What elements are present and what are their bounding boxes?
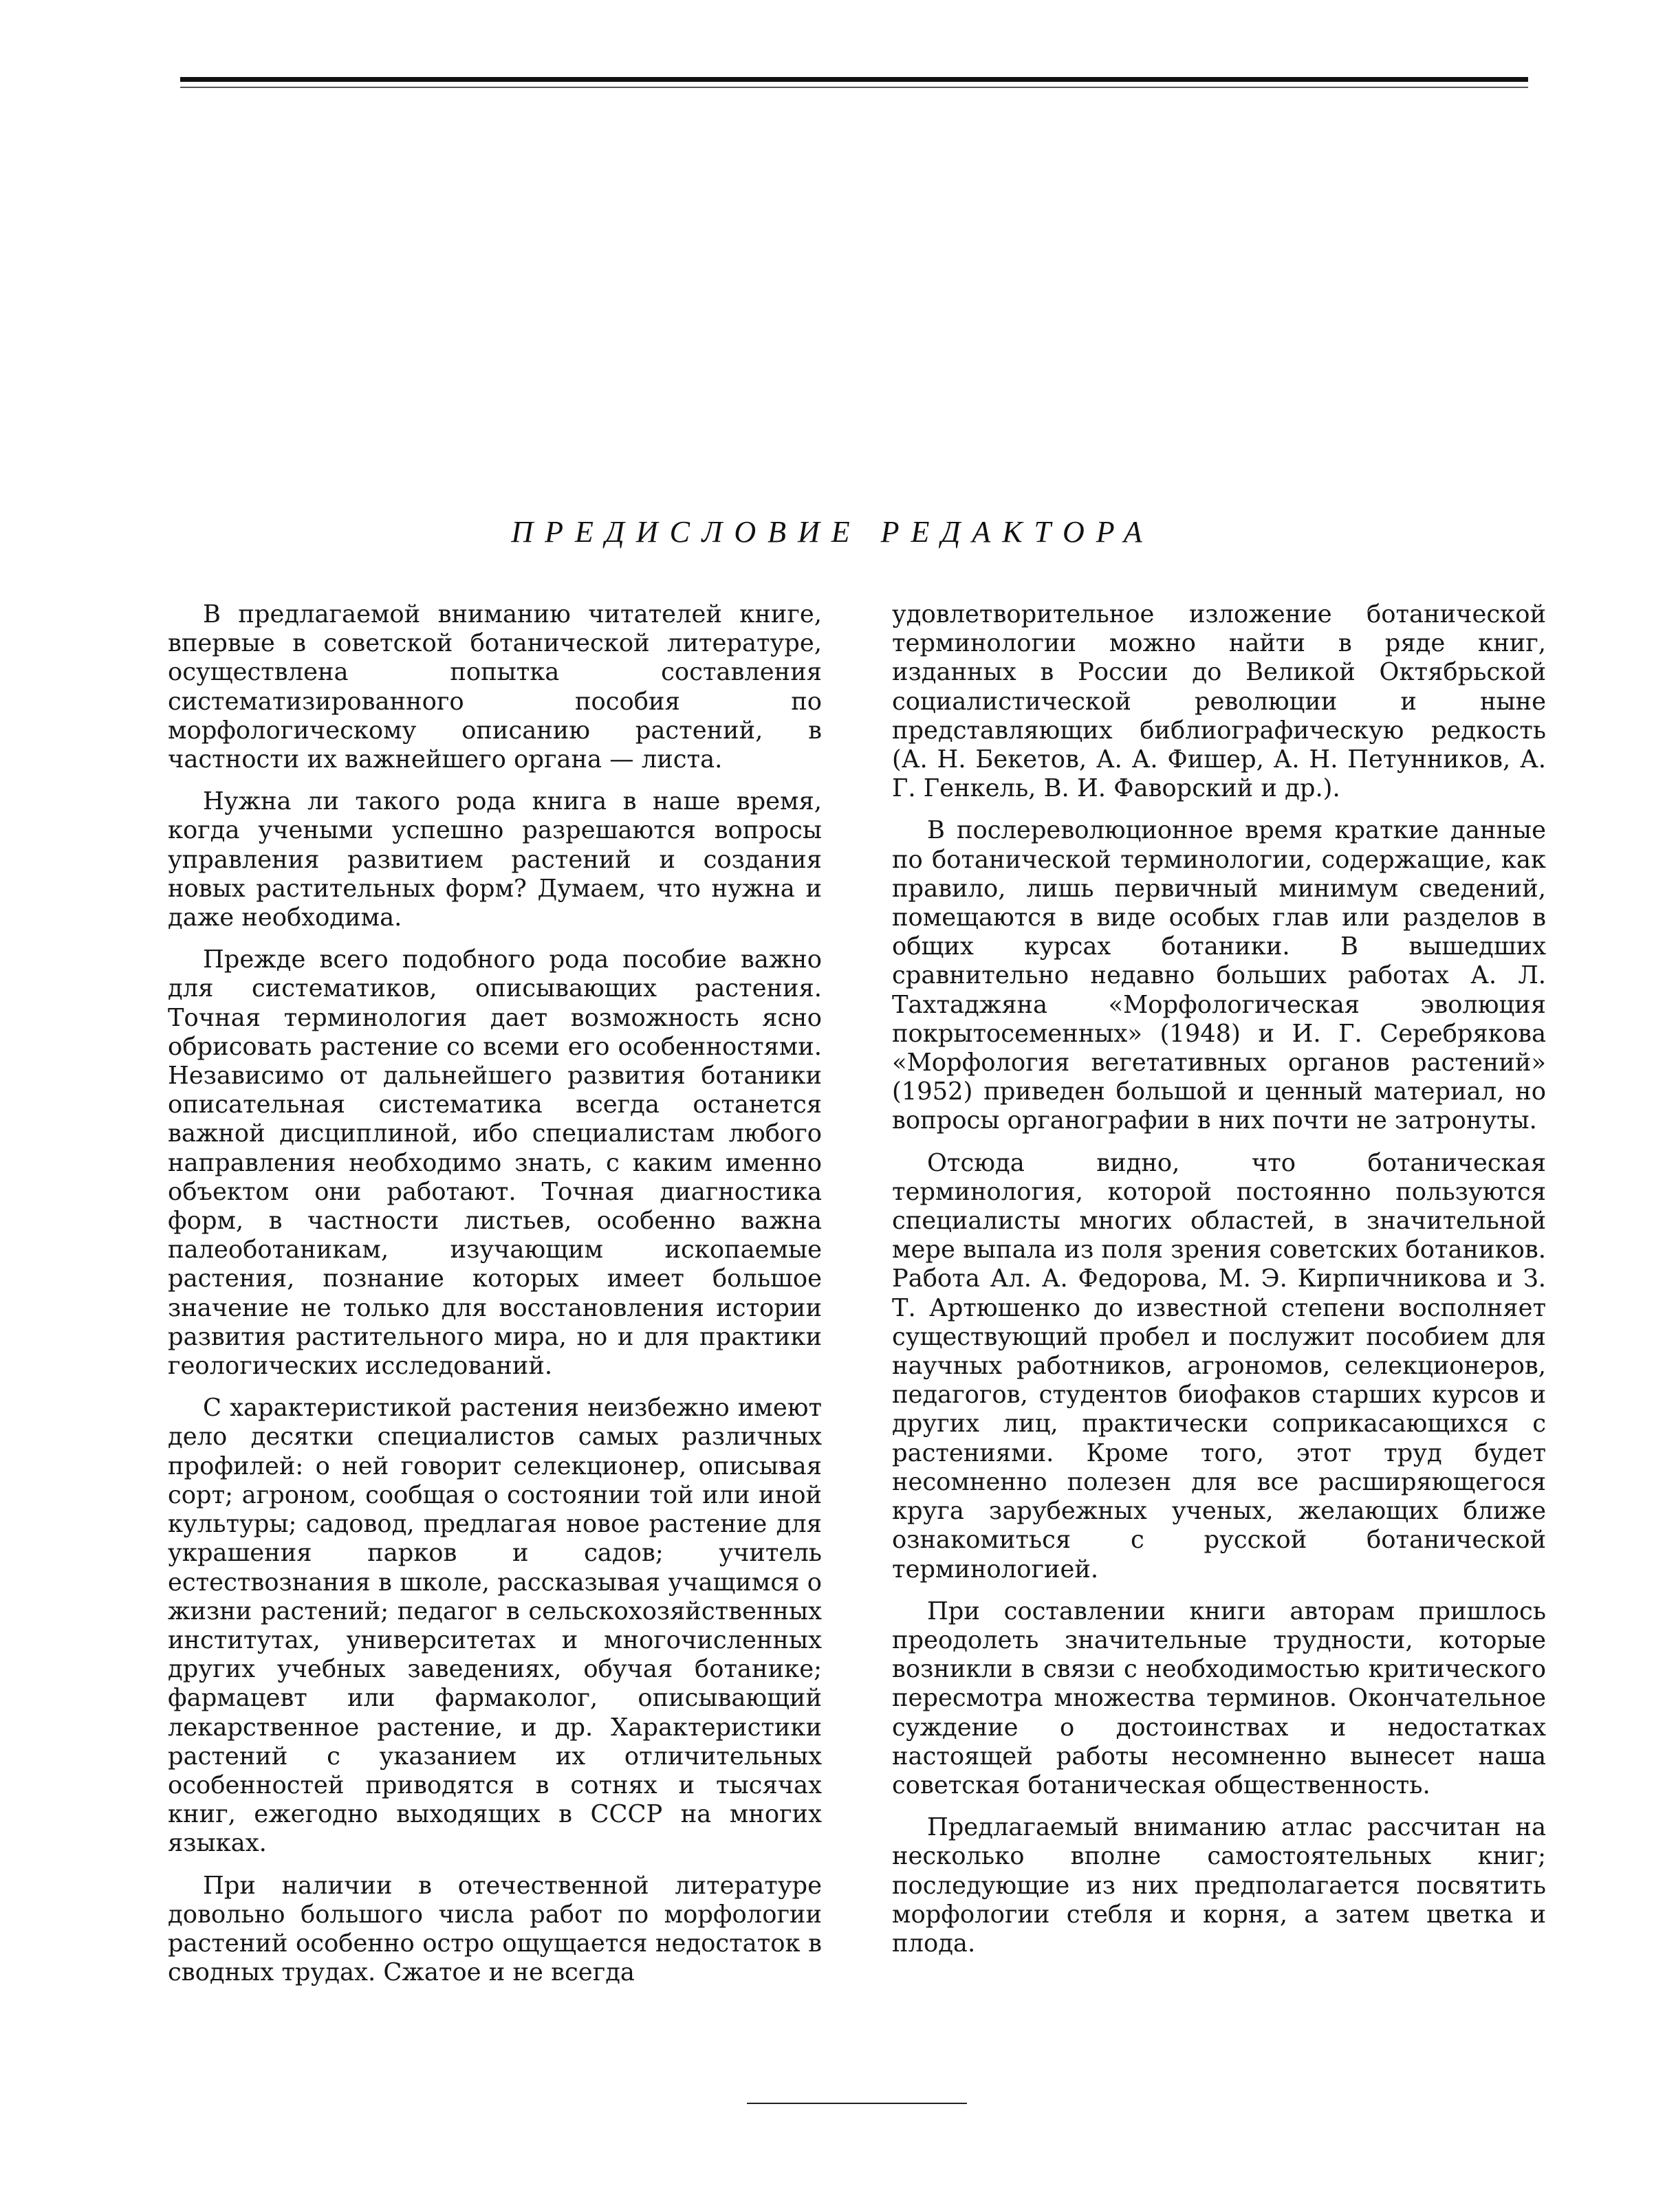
bottom-rule: [747, 2103, 967, 2104]
paragraph: Предлагаемый вниманию атлас рассчитан на несколько вполне самостоятельных книг; последующие из них предполагается посвятить морфологии стебля и корня, а затем цветка и плода.: [892, 1813, 1546, 1958]
paragraph: Нужна ли такого рода книга в наше время, когда учеными успешно разрешаются вопросы управления развитием растений и создания новых растительных форм? Думаем, что нужна и даже необходима.: [168, 787, 822, 932]
paragraph: В предлагаемой вниманию читателей книге, впервые в советской ботанической литературе, осуществлена попытка составления систематизированного пособия по морфологическому описанию растений, в частности их важнейшего органа — листа.: [168, 600, 822, 774]
left-column: [168, 600, 822, 2000]
paragraph: Прежде всего подобного рода пособие важно для систематиков, описывающих растения. Точная терминология дает возможность ясно обрисовать растение со всеми его особенностями. Независимо от дальнейшего развития ботаники описательная систематика всегда останется важной дисциплиной, ибо специалистам любого направления необходимо знать, с каким именно объектом они работают. Точная диагностика форм, в частности листьев, особенно важна палеоботаникам, изучающим ископаемые растения, познание которых имеет большое значение не только для восстановления истории развития растительного мира, но и для практики геологических исследований.: [168, 945, 822, 1381]
right-column: [892, 600, 1546, 1971]
paragraph: С характеристикой растения неизбежно имеют дело десятки специалистов самых различных профилей: о ней говорит селекционер, описывая сорт; агроном, сообщая о состоянии той или иной культуры; садовод, предлагая новое растение для украшения парков и садов; учитель естествознания в школе, рассказывая учащимся о жизни растений; педагог в сельскохозяйственных институтах, университетах и многочисленных других учебных заведениях, обучая ботанике; фармацевт или фармаколог, описывающий лекарственное растение, и др. Характеристики растений с указанием их отличительных особенностей приводятся в сотнях и тысячах книг, ежегодно выходящих в СССР на многих языках.: [168, 1394, 822, 1858]
paragraph: При наличии в отечественной литературе довольно большого числа работ по морфологии растений особенно остро ощущается недостаток в сводных трудах. Сжатое и не всегда: [168, 1871, 822, 1987]
top-rule: [180, 77, 1528, 82]
paragraph: При составлении книги авторам пришлось преодолеть значительные трудности, которые возникли в связи с необходимостью критического пересмотра множества терминов. Окончательное суждение о достоинствах и недостатках настоящей работы несомненно вынесет наша советская ботаническая общественность.: [892, 1597, 1546, 1799]
top-rule-thin: [180, 87, 1528, 88]
paragraph-continued: удовлетворительное изложение ботанической терминологии можно найти в ряде книг, изданных в России до Великой Октябрьской социалистической революции и ныне представляющих библиографическую редкость (А. Н. Бекетов, А. А. Фишер, А. Н. Петунников, А. Г. Генкель, В. И. Фаворский и др.).: [892, 600, 1546, 803]
paragraph: Отсюда видно, что ботаническая терминология, которой постоянно пользуются специалисты многих областей, в значительной мере выпала из поля зрения советских ботаников. Работа Ал. А. Федорова, М. Э. Кирпичникова и З. Т. Артюшенко до известной степени восполняет существующий пробел и послужит пособием для научных работников, агрономов, селекционеров, педагогов, студентов биофаков старших курсов и других лиц, практически соприкасающихся с растениями. Кроме того, этот труд будет несомненно полезен для все расширяющегося круга зарубежных ученых, желающих ближе ознакомиться с русской ботанической терминологией.: [892, 1148, 1546, 1584]
paragraph: В послереволюционное время краткие данные по ботанической терминологии, содержащие, как правило, лишь первичный минимум сведений, помещаются в виде особых глав или разделов в общих курсах ботаники. В вышедших сравнительно недавно больших работах А. Л. Тахтаджяна «Морфологическая эволюция покрытосеменных» (1948) и И. Г. Серебрякова «Морфология вегетативных органов растений» (1952) приведен большой и ценный материал, но вопросы органографии в них почти не затронуты.: [892, 816, 1546, 1135]
page-title: ПРЕДИСЛОВИЕ РЕДАКТОРА: [511, 515, 1154, 549]
